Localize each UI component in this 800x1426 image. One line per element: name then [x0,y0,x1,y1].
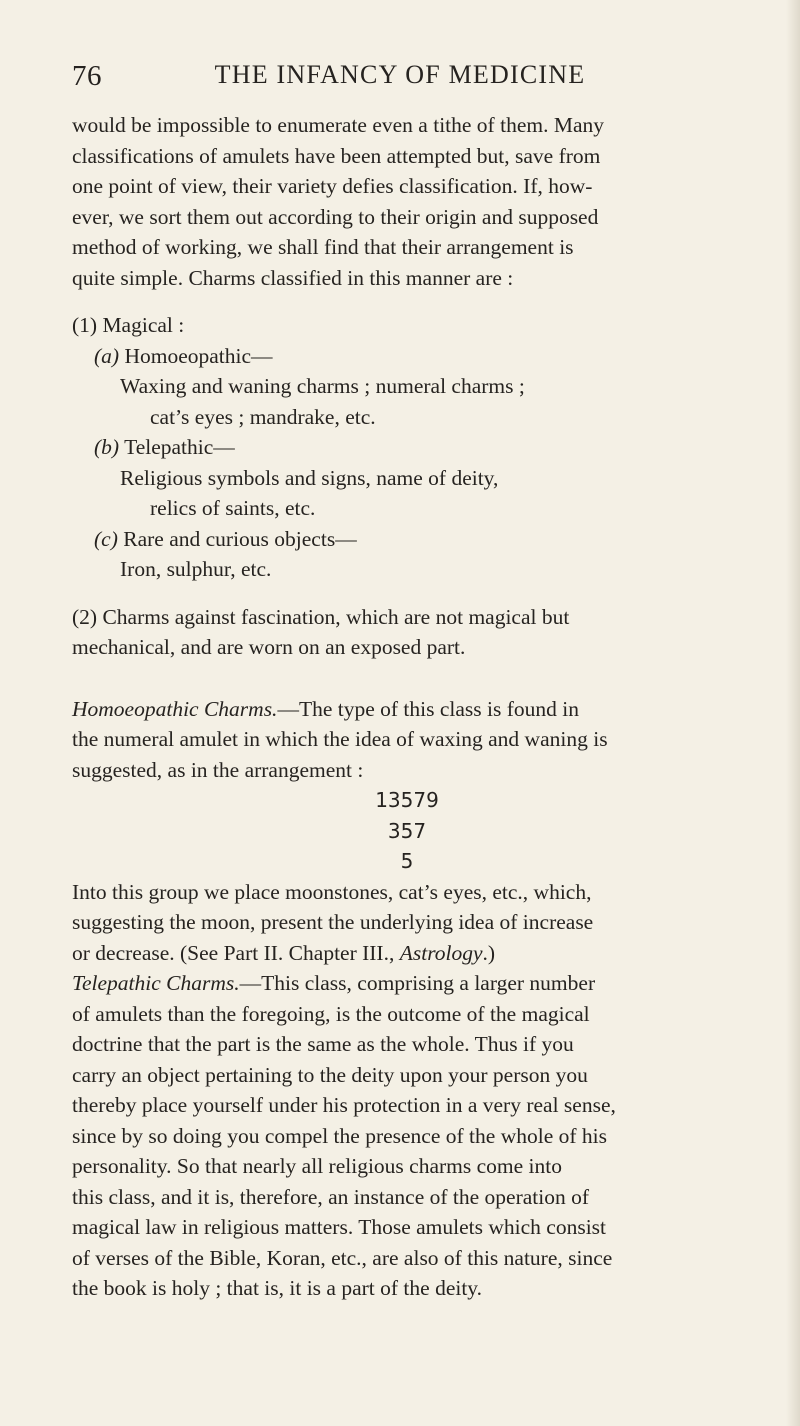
list-letter: (a) [94,343,120,368]
text-line: magical law in religious matters. Those amulets which consist [72,1215,607,1239]
list-detail: Iron, sulphur, etc. [120,557,272,581]
running-head [72,60,728,100]
homoeopathic-paragraph [72,694,728,786]
text-line: this class, and it is, therefore, an instance of the operation of [72,1184,590,1209]
list-letter: (b) [94,435,120,459]
body-text [72,110,728,1304]
text-line: doctrine that the part is the same as the whole. Thus if you [72,1032,574,1056]
running-title: THE INFANCY OF MEDICINE [214,60,586,89]
text-line: Into this group we place moonstones, cat’s eyes, etc., which, [72,879,592,904]
text-line: the numeral amulet in which the idea of waxing and waning is [72,727,608,751]
text-line: thereby place yourself under his protection in a very real sense, [72,1093,616,1117]
list-item-rare [72,524,728,555]
list-detail: Religious symbols and signs, name of deity, [120,465,499,490]
cross-reference: Astrology [399,940,483,965]
text-run: —This class, comprising a larger number [239,971,596,995]
text-line: since by so doing you compel the presence of the whole of his [72,1123,607,1148]
text-line: suggested, as in the arrangement : [72,757,364,782]
text-line: ever, we sort them out according to their origin and supposed [72,204,599,229]
list-heading: Rare and curious objects— [117,526,357,551]
numeral-row: 5 [400,849,414,873]
classification-list [72,310,728,585]
text-line: carry an object pertaining to the deity upon your person you [72,1062,588,1087]
list-item-magical: (1) Magical : [72,313,185,337]
list-item-homoeopathic [72,341,728,372]
text-run: .) [482,940,496,965]
text-line [72,694,728,725]
text-line: classifications of amulets have been attempted but, save from [72,143,601,168]
numeral-amulet [72,785,728,877]
fascination-item [72,602,728,663]
text-line: of verses of the Bible, Koran, etc., are also of this nature, since [72,1245,613,1270]
text-line: one point of view, their variety defies classification. If, how- [72,174,593,198]
section-heading: Homoeopathic Charms. [72,696,278,721]
page-number: 76 [72,60,102,92]
list-heading: Telepathic— [119,435,235,459]
text-line: suggesting the moon, present the underlying idea of increase [72,910,594,934]
list-heading: Homoeopathic— [119,343,273,368]
text-line: mechanical, and are worn on an exposed part. [72,635,466,659]
list-detail: cat’s eyes ; mandrake, etc. [150,404,376,429]
list-detail: relics of saints, etc. [150,496,316,520]
numeral-row: 357 [387,818,427,843]
text-line: the book is holy ; that is, it is a part of the deity. [72,1276,483,1300]
text-line: quite simple. Charms classified in this manner are : [72,265,514,290]
telepathic-paragraph [72,968,728,1304]
list-item-telepathic [72,432,728,463]
text-line: of amulets than the foregoing, is the outcome of the magical [72,1001,590,1026]
text-run: —The type of this class is found in [277,696,579,721]
page-edge-shadow [786,0,800,1426]
list-letter: (c) [94,526,118,551]
section-heading: Telepathic Charms. [72,971,240,995]
text-line [72,938,728,969]
text-line: (2) Charms against fascination, which are not magical but [72,604,570,629]
text-run: or decrease. (See Part II. Chapter III., [72,940,400,965]
text-line [72,968,728,999]
text-line: would be impossible to enumerate even a tithe of them. Many [72,113,604,137]
text-line: personality. So that nearly all religious charms come into [72,1154,562,1178]
list-detail: Waxing and waning charms ; numeral charms ; [120,374,525,398]
moonstones-paragraph [72,877,728,969]
numeral-row: 13579 [375,788,439,812]
intro-paragraph [72,110,728,293]
text-line: method of working, we shall find that their arrangement is [72,235,574,259]
